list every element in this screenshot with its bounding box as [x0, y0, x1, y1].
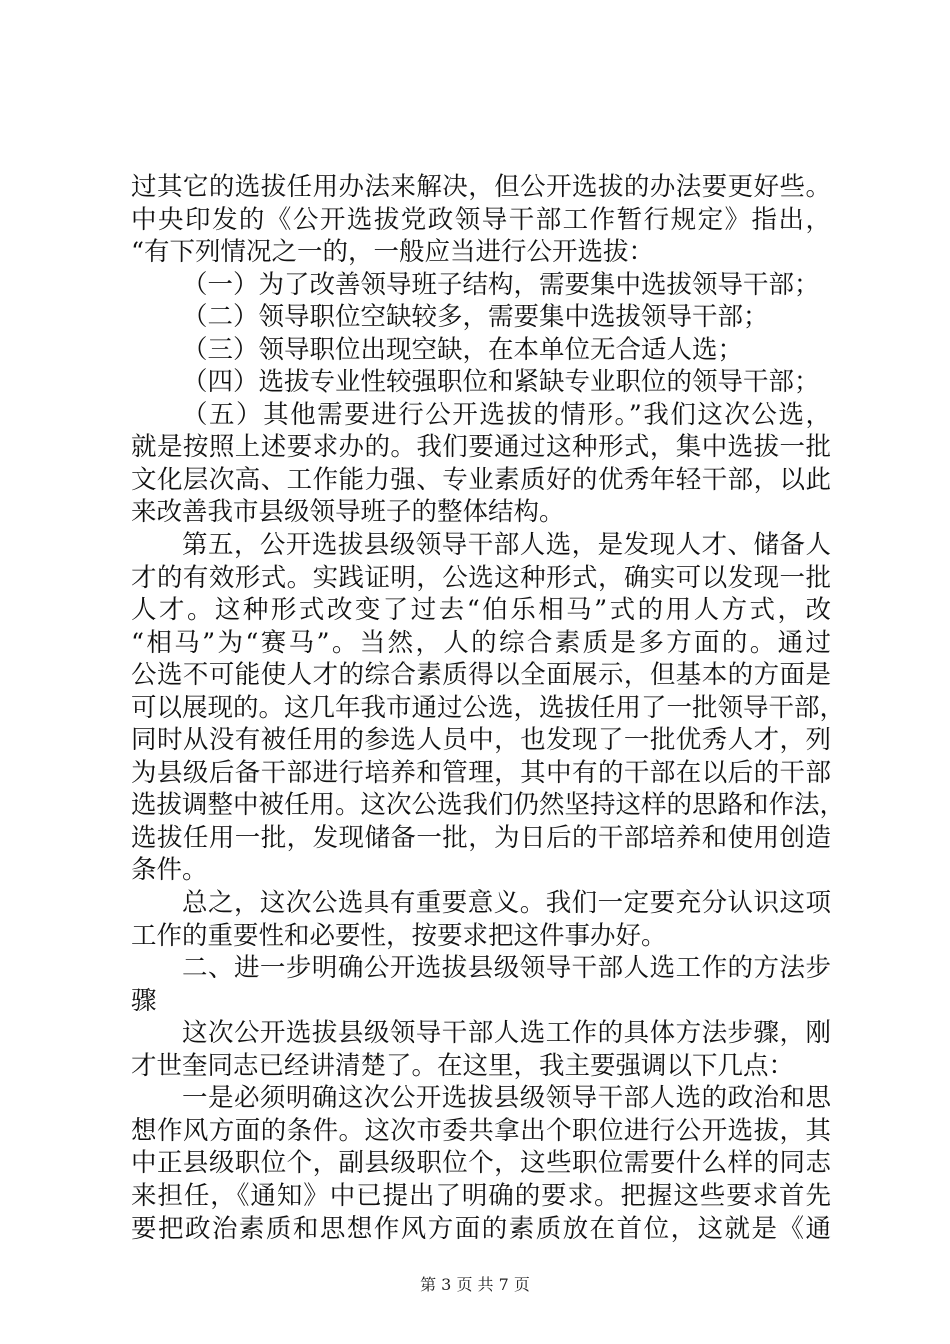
text-line: 总之，这次公选具有重要意义。我们一定要充分认识这项: [182, 888, 831, 919]
page-footer: 第 3 页 共 7 页: [420, 1275, 530, 1294]
text-line: 来担任，《通知》中已提出了明确的要求。把握这些要求首先: [131, 1180, 831, 1211]
text-line: 选拔调整中被任用。这次公选我们仍然坚持这样的思路和作法，: [131, 790, 846, 821]
text-line: 同时从没有被任用的参选人员中，也发现了一批优秀人才，列: [131, 725, 831, 756]
text-line: （一）为了改善领导班子结构，需要集中选拔领导干部；: [182, 269, 820, 300]
text-line: 骤: [131, 985, 157, 1016]
text-line: 一是必须明确这次公开选拔县级领导干部人选的政治和思: [182, 1083, 831, 1114]
text-line: （四）选拔专业性较强职位和紧缺专业职位的领导干部；: [182, 367, 820, 398]
text-line: 才的有效形式。实践证明，公选这种形式，确实可以发现一批: [131, 562, 831, 593]
text-line: 文化层次高、工作能力强、专业素质好的优秀年轻干部，以此: [131, 464, 831, 495]
text-line: 才世奎同志已经讲清楚了。在这里，我主要强调以下几点：: [131, 1050, 795, 1081]
text-line: 第五，公开选拔县级领导干部人选，是发现人才、储备人: [182, 530, 831, 561]
text-line: 过其它的选拔任用办法来解决，但公开选拔的办法要更好些。: [131, 172, 831, 202]
text-line: 这次公开选拔县级领导干部人选工作的具体方法步骤，刚: [182, 1018, 831, 1049]
text-line: 条件。: [131, 855, 208, 886]
text-line: 二、进一步明确公开选拔县级领导干部人选工作的方法步: [182, 953, 831, 984]
text-line: 中正县级职位个，副县级职位个，这些职位需要什么样的同志: [131, 1148, 831, 1179]
text-line: 公选不可能使人才的综合素质得以全面展示，但基本的方面是: [131, 660, 831, 691]
text-line: 选拔任用一批，发现储备一批，为日后的干部培养和使用创造: [131, 822, 831, 853]
text-line: 人才。这种形式改变了过去“伯乐相马”式的用人方式，改: [131, 595, 831, 626]
text-line: （二）领导职位空缺较多，需要集中选拔领导干部；: [182, 302, 769, 333]
text-line: （五）其他需要进行公开选拔的情形。”我们这次公选，: [182, 399, 831, 430]
text-line: 工作的重要性和必要性，按要求把这件事办好。: [131, 920, 667, 951]
text-line: “相马”为“赛马”。当然，人的综合素质是多方面的。通过: [131, 627, 831, 658]
text-line: “有下列情况之一的，一般应当进行公开选拔：: [131, 237, 655, 268]
text-line: 来改善我市县级领导班子的整体结构。: [131, 497, 565, 528]
text-line: 为县级后备干部进行培养和管理，其中有的干部在以后的干部: [131, 757, 831, 788]
text-line: 要把政治素质和思想作风方面的素质放在首位，这就是《通: [131, 1213, 831, 1244]
text-line: 就是按照上述要求办的。我们要通过这种形式，集中选拔一批: [131, 432, 831, 463]
text-line: 中央印发的《公开选拔党政领导干部工作暂行规定》指出，: [131, 204, 831, 235]
text-line: 想作风方面的条件。这次市委共拿出个职位进行公开选拔，其: [131, 1115, 831, 1146]
text-line: （三）领导职位出现空缺，在本单位无合适人选；: [182, 334, 744, 365]
document-body: [131, 171, 846, 1245]
text-line: 可以展现的。这几年我市通过公选，选拔任用了一批领导干部，: [131, 692, 846, 723]
